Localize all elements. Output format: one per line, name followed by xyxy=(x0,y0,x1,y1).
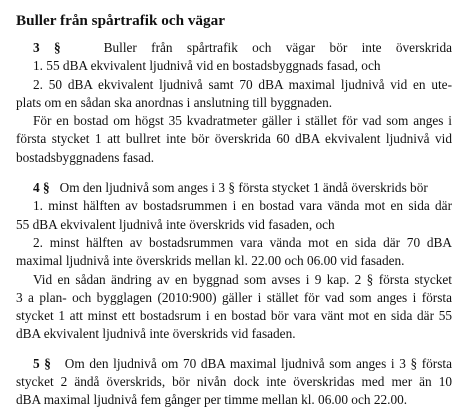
section-4-item-2-line-2: maximal ljudnivå inte överskrids mellan kl. 22.00 och 06.00 vid fasaden. xyxy=(16,253,405,269)
section-4-item-2-line-1: 2. minst hälften av bostadsrummen vara vända mot en sida där 70 dBA xyxy=(33,234,452,250)
section-number: 3 § xyxy=(33,40,61,55)
section-5 xyxy=(16,355,452,410)
section-4-paragraph-line-3: stycket 1 att minst ett bostadsrum i en bostad bör vara vänt mot en sida där 55 xyxy=(16,308,452,324)
section-3-item-1: 1. 55 dBA ekvivalent ljudnivå vid en bostadsbyggnads fasad, och xyxy=(33,58,381,74)
section-intro: Om den ljudnivå om 70 dBA maximal ljudnivå som anges i 3 § första xyxy=(64,355,452,371)
section-3-paragraph-line-3: bostadsbyggnadens fasad. xyxy=(16,149,155,165)
section-intro: Buller från spårtrafik och vägar bör inte överskrida xyxy=(103,40,452,55)
section-3-intro-line xyxy=(16,39,452,57)
section-gap xyxy=(16,167,452,179)
document-heading: Buller från spårtrafik och vägar xyxy=(16,12,225,29)
section-4-paragraph-line-4: dBA ekvivalent ljudnivå inte överskrids vid fasaden. xyxy=(16,326,296,342)
section-3-item-2-line-2: plats om en sådan ska anordnas i anslutning till byggnaden. xyxy=(16,94,333,110)
section-5-line-2: stycket 2 ändå överskrids, bör nivån dock inte överskridas med mer än 10 xyxy=(16,374,452,390)
section-3-paragraph-line-2: första stycket 1 att bullret inte bör överskrida 60 dBA ekvivalent ljudnivå vid xyxy=(16,131,452,147)
section-4-paragraph-line-1: Vid en sådan ändring av en byggnad som avses i 9 kap. 2 § första stycket xyxy=(33,271,452,287)
section-5-intro-line xyxy=(16,355,452,373)
section-intro: Om den ljudnivå som anges i 3 § första stycket 1 ändå överskrids bör xyxy=(59,180,428,196)
section-3-paragraph-line-1: För en bostad om högst 35 kvadratmeter gäller i stället för vad som anges i xyxy=(33,113,452,129)
section-4-item-1-line-2: 55 dBA ekvivalent ljudnivå inte överskrids vid fasaden, och xyxy=(16,216,335,232)
section-4 xyxy=(16,179,452,344)
section-4-paragraph-line-2: 3 a plan- och bygglagen (2010:900) gäller i stället för vad som anges i första xyxy=(16,289,452,305)
section-5-line-3: dBA maximal ljudnivå fem gånger per timme mellan kl. 06.00 och 22.00. xyxy=(16,392,408,408)
section-4-intro-line xyxy=(16,179,452,197)
section-number: 4 § xyxy=(33,180,50,196)
section-3-item-2-line-1: 2. 50 dBA ekvivalent ljudnivå samt 70 dBA maximal ljudnivå vid en ute- xyxy=(33,76,452,92)
section-gap xyxy=(16,344,452,355)
section-4-item-1-line-1: 1. minst hälften av bostadsrummen i en bostad vara vända mot en sida där xyxy=(33,198,452,214)
section-number: 5 § xyxy=(33,355,51,371)
document-page xyxy=(16,10,452,410)
section-3 xyxy=(16,39,452,167)
